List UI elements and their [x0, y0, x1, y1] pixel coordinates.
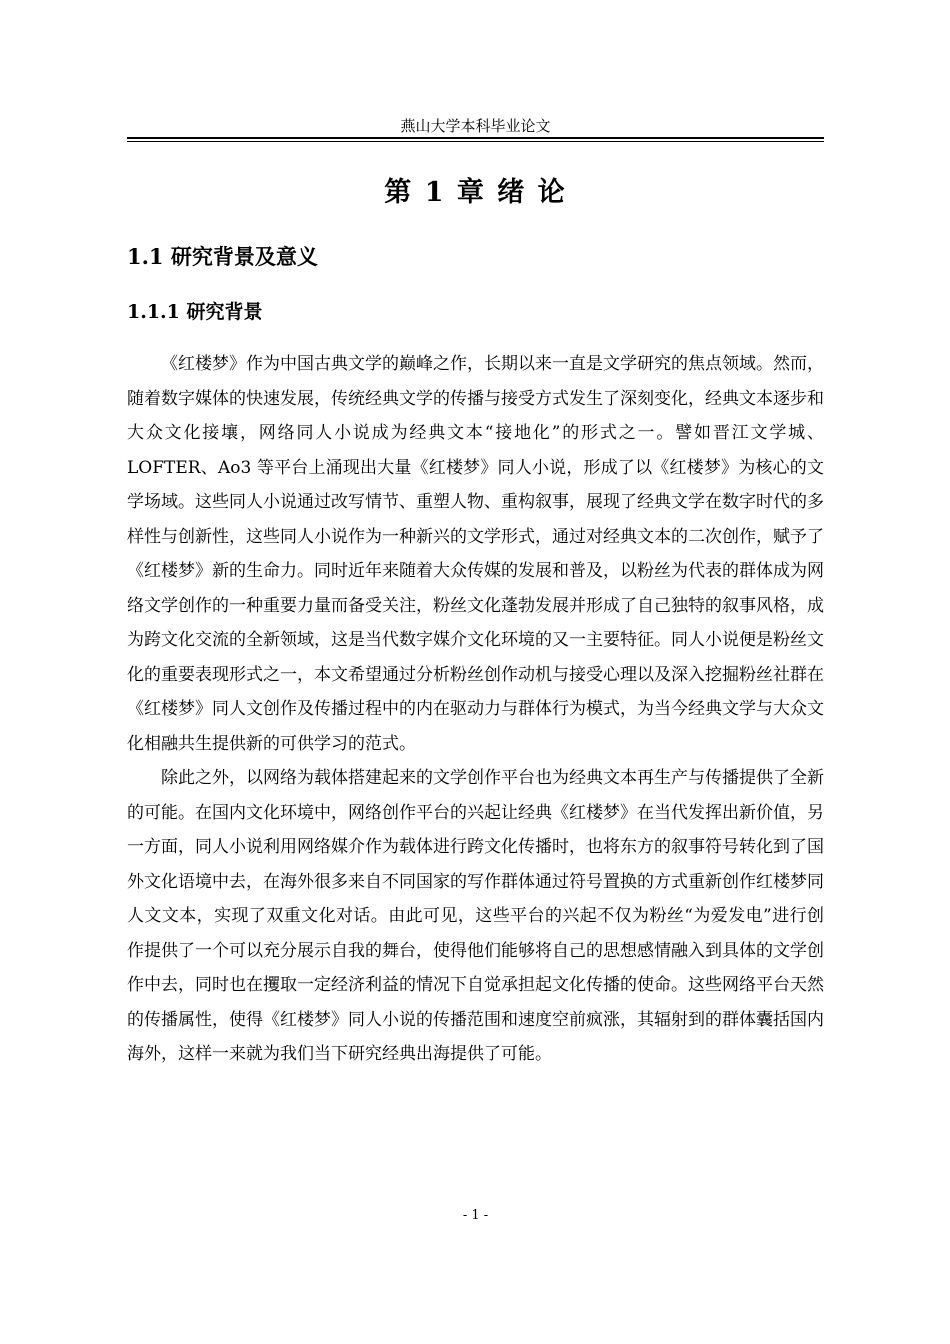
subsection-title: 1.1.1 研究背景	[127, 301, 263, 323]
body-text	[127, 347, 824, 1072]
paragraph-2: 除此之外，以网络为载体搭建起来的文学创作平台也为经典文本再生产与传播提供了全新的可能。在国内文化环境中，网络创作平台的兴起让经典《红楼梦》在当代发挥出新价值，另一方面，同人小说利用网络媒介作为载体进行跨文化传播时，也将东方的叙事符号转化到了国外文化语境中去，在海外很多来自不同国家的写作群体通过符号置换的方式重新创作红楼梦同人文文本，实现了双重文化对话。由此可见，这些平台的兴起不仅为粉丝“为爱发电”进行创作提供了一个可以充分展示自我的舞台，使得他们能够将自己的思想感情融入到具体的文学创作中去，同时也在攫取一定经济利益的情况下自觉承担起文化传播的使命。这些网络平台天然的传播属性，使得《红楼梦》同人小说的传播范围和速度空前疯涨，其辐射到的群体囊括国内海外，这样一来就为我们当下研究经典出海提供了可能。	[127, 768, 824, 1064]
running-header: 燕山大学本科毕业论文	[400, 117, 551, 135]
section-title: 1.1 研究背景及意义	[127, 244, 318, 269]
header-rule-thin	[127, 141, 824, 142]
page-number: - 1 -	[462, 1208, 489, 1223]
header-rule-thick	[127, 137, 824, 139]
paragraph-1: 《红楼梦》作为中国古典文学的巅峰之作，长期以来一直是文学研究的焦点领域。然而，随着数字媒体的快速发展，传统经典文学的传播与接受方式发生了深刻变化，经典文本逐步和大众文化接壤，网络同人小说成为经典文本“接地化”的形式之一。譬如晋江文学城、LOFTER、Ao3 等平台上涌现出大量《红楼梦》同人小说，形成了以《红楼梦》为核心的文学场域。这些同人小说通过改写情节、重塑人物、重构叙事，展现了经典文学在数字时代的多样性与创新性，这些同人小说作为一种新兴的文学形式，通过对经典文本的二次创作，赋予了《红楼梦》新的生命力。同时近年来随着大众传媒的发展和普及，以粉丝为代表的群体成为网络文学创作的一种重要力量而备受关注，粉丝文化蓬勃发展并形成了自己独特的叙事风格，成为跨文化交流的全新领域，这是当代数字媒介文化环境的又一主要特征。同人小说便是粉丝文化的重要表现形式之一，本文希望通过分析粉丝创作动机与接受心理以及深入挖掘粉丝社群在《红楼梦》同人文创作及传播过程中的内在驱动力与群体行为模式，为当今经典文学与大众文化相融共生提供新的可供学习的范式。	[127, 354, 824, 754]
chapter-title: 第 1 章 绪 论	[384, 177, 567, 208]
